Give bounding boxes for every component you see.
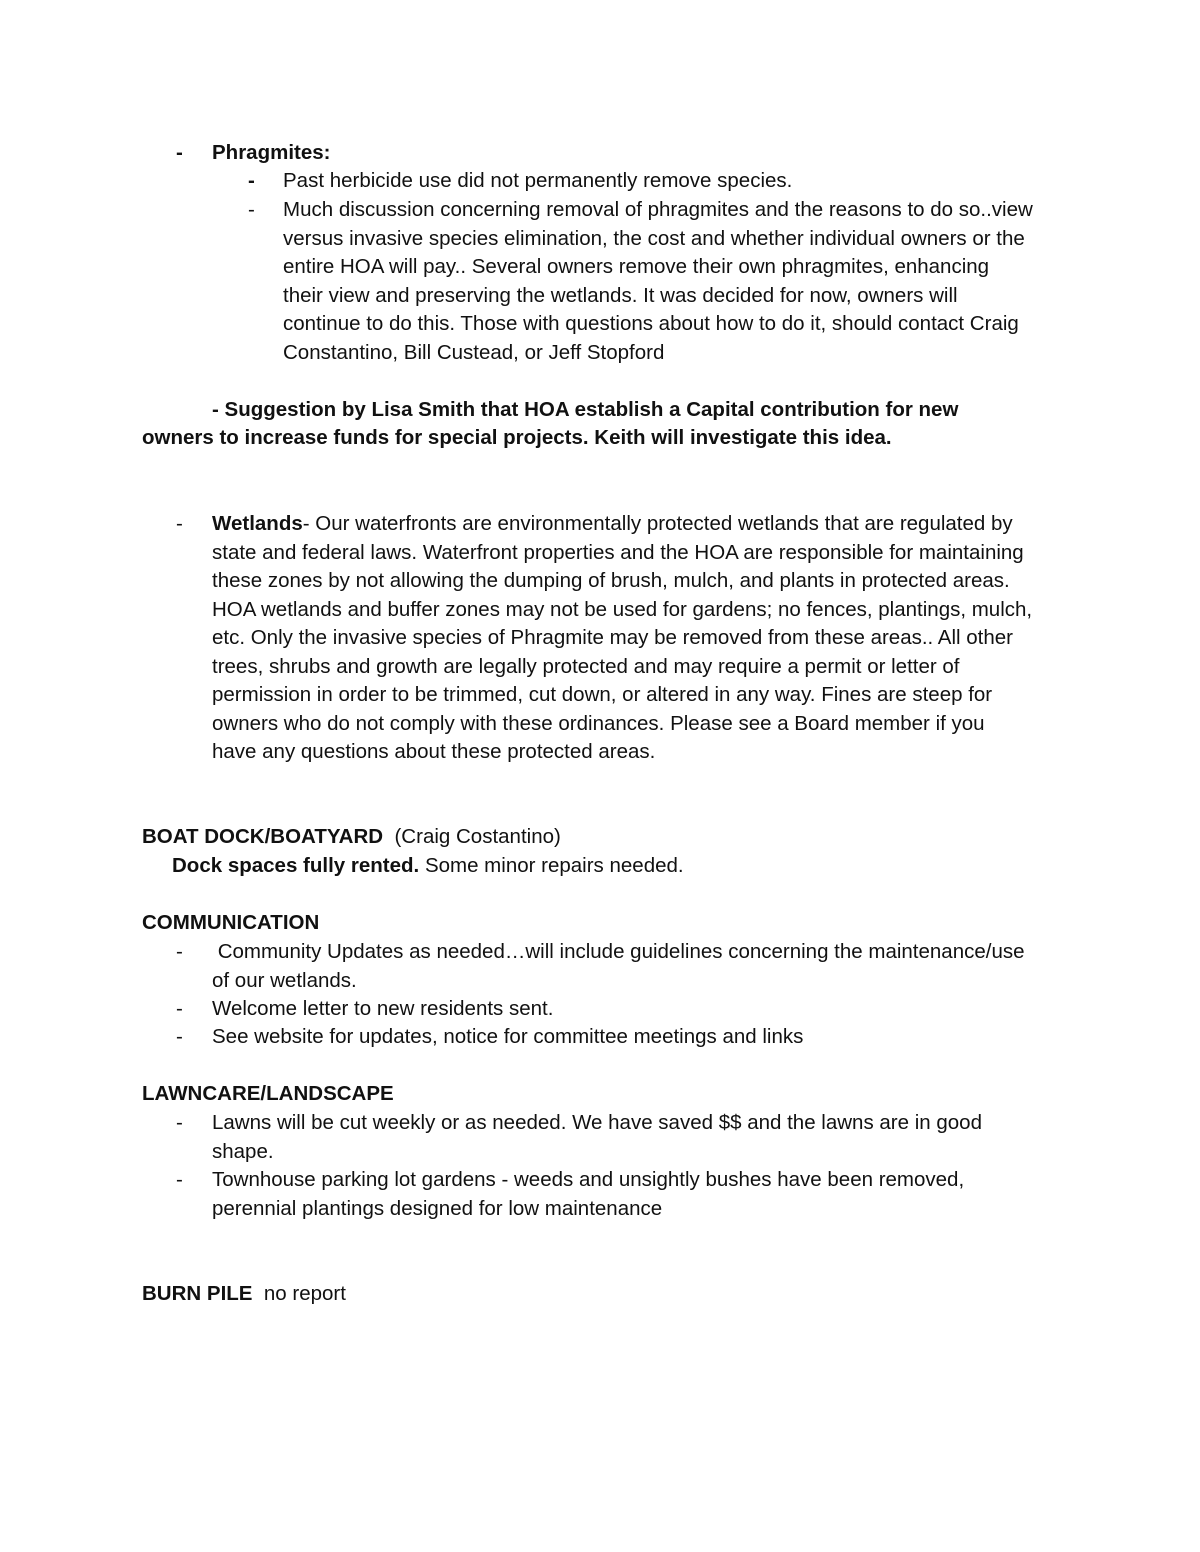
communication-bullet: - bbox=[176, 997, 183, 1020]
paragraph-line: Much discussion concerning removal of phragmites and the reasons to do so..view bbox=[283, 198, 1033, 221]
boat-dock-heading-note: (Craig Costantino) bbox=[394, 825, 561, 848]
wetlands-bullet: - bbox=[176, 512, 183, 535]
paragraph-line: continue to do this. Those with questions about how to do it, should contact Craig bbox=[283, 312, 1019, 335]
paragraph-line: entire HOA will pay.. Several owners remove their own phragmites, enhancing bbox=[283, 255, 990, 278]
paragraph-line: permission in order to be trimmed, cut down, or altered in any way. Fines are steep for bbox=[212, 683, 993, 706]
communication-bullet: - bbox=[176, 940, 183, 963]
lawncare-heading: LAWNCARE/LANDSCAPE bbox=[142, 1082, 394, 1105]
paragraph-line: these zones by not allowing the dumping of brush, mulch, and plants in protected areas. bbox=[212, 569, 1010, 592]
wetlands-first-line bbox=[212, 510, 1032, 539]
lawncare-item bbox=[212, 1109, 982, 1166]
wetlands-first-line-text: - Our waterfronts are environmentally protected wetlands that are regulated by bbox=[302, 512, 1013, 535]
paragraph-line: state and federal laws. Waterfront properties and the HOA are responsible for maintaining bbox=[212, 540, 1024, 564]
communication-item bbox=[212, 938, 1025, 995]
boat-dock-status-line bbox=[172, 852, 684, 881]
paragraph-line: HOA wetlands and buffer zones may not be used for gardens; no fences, plantings, mulch, bbox=[212, 597, 1033, 621]
boat-dock-heading: BOAT DOCK/BOATYARD bbox=[142, 825, 384, 848]
list-item-line: perennial plantings designed for low maintenance bbox=[212, 1196, 663, 1220]
lawncare-bullet: - bbox=[176, 1111, 183, 1134]
paragraph-line: owners who do not comply with these ordinances. Please see a Board member if you bbox=[212, 711, 985, 735]
phragmites-title: Phragmites: bbox=[212, 141, 331, 164]
paragraph-line: their view and preserving the wetlands. It was decided for now, owners will bbox=[283, 283, 958, 307]
phragmites-bullet: - bbox=[176, 141, 183, 164]
phragmites-sub-item-text: Past herbicide use did not permanently remove species. bbox=[283, 169, 793, 192]
suggestion-line: owners to increase funds for special projects. Keith will investigate this idea. bbox=[142, 426, 892, 449]
lawncare-item bbox=[212, 1166, 964, 1223]
paragraph-line: etc. Only the invasive species of Phragmite may be removed from these areas.. All other bbox=[212, 626, 1014, 649]
wetlands-paragraph bbox=[212, 510, 1032, 767]
boat-dock-status-text: Some minor repairs needed. bbox=[424, 854, 684, 877]
lawncare-bullet: - bbox=[176, 1168, 183, 1191]
paragraph-line: trees, shrubs and growth are legally protected and may require a permit or letter of bbox=[212, 654, 960, 678]
phragmites-sub-bullet: - bbox=[248, 198, 255, 221]
communication-item: Welcome letter to new residents sent. bbox=[212, 997, 554, 1020]
phragmites-discussion-paragraph bbox=[283, 196, 1033, 367]
boat-dock-status-bold: Dock spaces fully rented. bbox=[172, 854, 420, 877]
suggestion-line: - Suggestion by Lisa Smith that HOA establish a Capital contribution for new bbox=[212, 398, 959, 421]
burn-pile-text: no report bbox=[263, 1282, 346, 1305]
list-item-line: Community Updates as needed…will include guidelines concerning the maintenance/use bbox=[212, 940, 1025, 963]
list-item-line: Townhouse parking lot gardens - weeds and unsightly bushes have been removed, bbox=[212, 1168, 965, 1191]
list-item-line: shape. bbox=[212, 1139, 274, 1163]
communication-bullet: - bbox=[176, 1025, 183, 1048]
communication-heading: COMMUNICATION bbox=[142, 911, 320, 934]
communication-item: See website for updates, notice for committee meetings and links bbox=[212, 1025, 804, 1048]
burn-pile-line bbox=[142, 1280, 346, 1309]
burn-pile-heading: BURN PILE bbox=[142, 1282, 253, 1305]
list-item-line: of our wetlands. bbox=[212, 968, 357, 992]
phragmites-sub-bullet: - bbox=[248, 169, 255, 192]
paragraph-line: Constantino, Bill Custead, or Jeff Stopford bbox=[283, 340, 665, 364]
paragraph-line: versus invasive species elimination, the cost and whether individual owners or the bbox=[283, 226, 1025, 250]
paragraph-line: have any questions about these protected areas. bbox=[212, 740, 656, 763]
boat-dock-heading-line bbox=[142, 823, 561, 852]
list-item-line: Lawns will be cut weekly or as needed. We have saved $$ and the lawns are in good bbox=[212, 1111, 982, 1134]
wetlands-title: Wetlands bbox=[212, 512, 303, 535]
